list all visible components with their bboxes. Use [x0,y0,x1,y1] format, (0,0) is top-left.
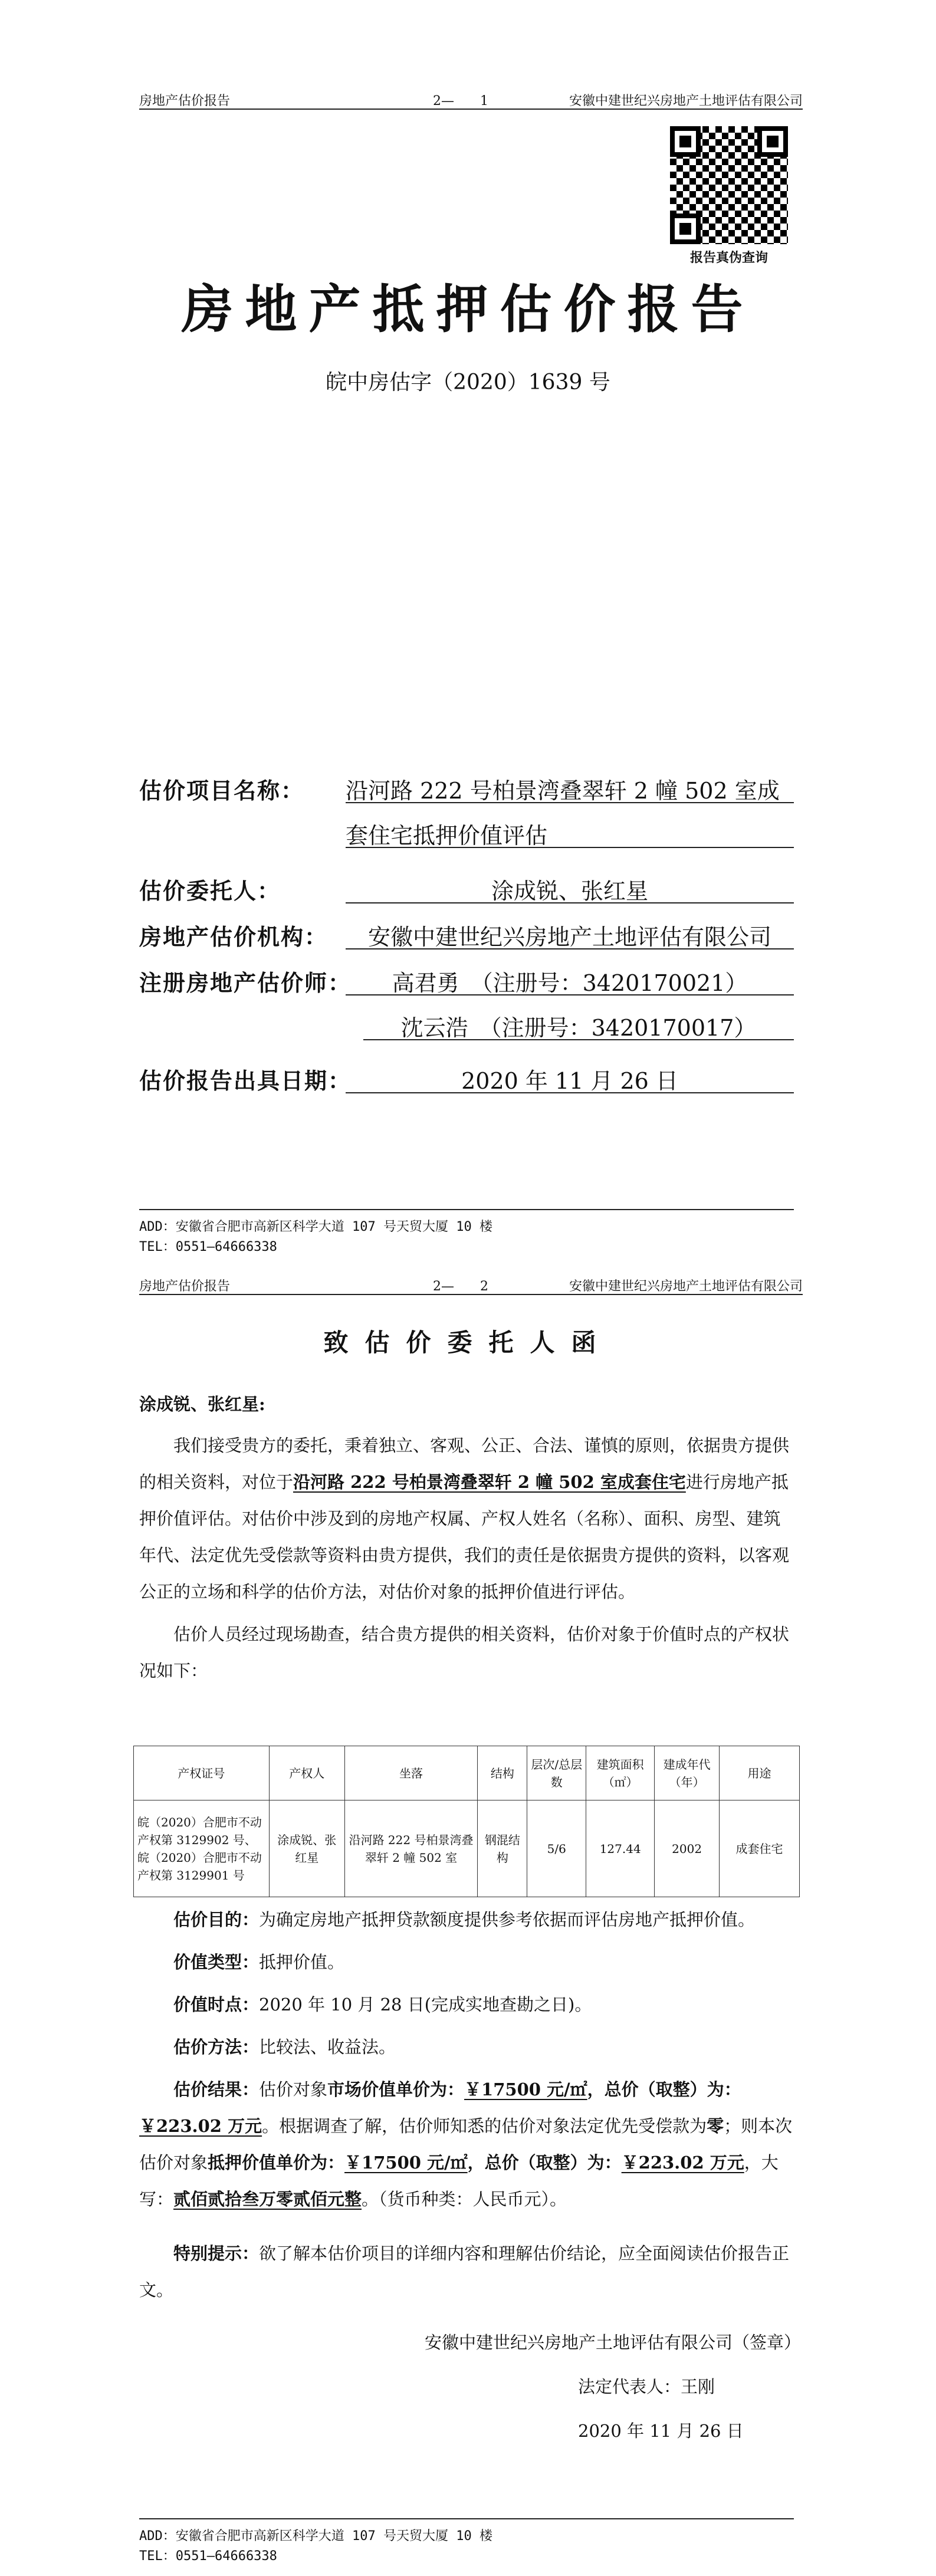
table-header-row [134,1746,800,1800]
col-header: 产权人 [269,1746,344,1800]
cell-structure: 钢混结构 [478,1800,527,1897]
item-text: 欲了解本估价项目的详细内容和理解估价结论，应全面阅读估价报告正文。 [139,2243,790,2300]
result-text: ；则本次估价对象 [139,2116,793,2173]
item-label: 估价目的： [173,1910,260,1930]
header-left: 房地产估价报告 [139,94,231,109]
priority-payment: 零 [707,2116,724,2136]
col-header: 产权证号 [134,1746,270,1800]
item-method [139,2029,794,2065]
item-label: 价值类型： [173,1952,260,1972]
header-right: 安徽中建世纪兴房地产土地评估有限公司 [569,1279,803,1294]
cell-cert-no: 皖（2020）合肥市不动产权第 3129902 号、皖（2020）合肥市不动产权第 3129901 号 [134,1800,270,1897]
qr-code-icon[interactable] [670,126,788,244]
header-page-number: 2— 1 [433,94,488,109]
header-left: 房地产估价报告 [139,1279,231,1294]
cell-area: 127.44 [586,1800,655,1897]
letter-page [0,1274,936,2576]
table-row [134,1800,800,1897]
para-text: 我们接受贵方的委托，秉着独立、客观、公正、合法、谨慎的原则，依据贵方提供的相关资料，对位于 [139,1435,790,1492]
legal-representative: 法定代表人：王刚 [578,2377,715,2397]
item-text: 为确定房地产抵押贷款额度提供参考依据而评估房地产抵押价值。 [259,1910,756,1930]
company-signature: 安徽中建世纪兴房地产土地评估有限公司（签章） [425,2332,802,2352]
footer-tel: TEL：0551—64666338 [139,1240,277,1254]
col-header: 层次/总层数 [527,1746,586,1800]
result-text: 抵押价值单价为： [208,2153,345,2173]
item-result [139,2071,794,2217]
info-value: 高君勇 （注册号：3420170021） [346,965,794,995]
item-value-date [139,1986,794,2023]
result-text: ，总价（取整）为： [587,2079,741,2099]
amount-in-words: 贰佰贰拾叁万零贰佰元整 [173,2189,362,2209]
property-table [133,1746,800,1897]
item-purpose [139,1901,794,1938]
salutation [139,1386,794,1422]
footer-address: ADD：安徽省合肥市高新区科学大道 107 号天贸大厦 10 楼 [139,1220,492,1234]
report-title: 房地产抵押估价报告 [181,278,755,340]
cover-page [0,0,936,1274]
item-label: 估价方法： [173,2037,260,2057]
cell-location: 沿河路 222 号柏景湾叠翠轩 2 幢 502 室 [344,1800,478,1897]
result-text: 市场价值单价为： [327,2079,465,2099]
cell-owner: 涂成锐、张红星 [269,1800,344,1897]
header-page-number: 2— 2 [433,1279,488,1294]
item-label: 价值时点： [173,1995,260,2015]
result-text: ，总价（取整）为： [467,2153,622,2173]
info-label: 估价项目名称： [139,777,305,804]
col-header: 建成年代（年） [655,1746,720,1800]
result-text: 。（货币种类：人民币元）。 [362,2189,567,2209]
result-text: 。根据调查了解，估价师知悉的估价对象法定优先受偿款为 [262,2116,707,2136]
mortgage-total-price: ￥223.02 万元 [621,2153,744,2173]
cell-floor: 5/6 [527,1800,586,1897]
mortgage-unit-price: ￥17500 元/㎡ [344,2153,468,2173]
result-text: 估价对象 [259,2079,328,2099]
info-label: 估价委托人： [139,878,281,904]
info-label: 房地产估价机构： [139,924,329,950]
paragraph-survey [139,1616,794,1689]
property-address: 沿河路 222 号柏景湾叠翠轩 2 幢 502 室成套住宅 [293,1472,686,1492]
item-notice [139,2235,794,2308]
footer-divider [139,1209,794,1210]
col-header: 结构 [478,1746,527,1800]
footer [139,1217,492,1257]
cell-year: 2002 [655,1800,720,1897]
item-label: 特别提示： [173,2243,260,2263]
info-value: 沿河路 222 号柏景湾叠翠轩 2 幢 502 室成 [346,773,794,803]
info-value: 2020 年 11 月 26 日 [346,1063,794,1093]
item-text: 2020 年 10 月 28 日(完成实地查勘之日)。 [259,1995,592,2015]
para-text: 估价人员经过现场勘查，结合贵方提供的相关资料，估价对象于价值时点的产权状况如下： [139,1624,790,1681]
running-header [139,88,803,110]
signature-date: 2020 年 11 月 26 日 [578,2421,744,2441]
info-value-cont: 套住宅抵押价值评估 [346,817,794,848]
col-header: 用途 [720,1746,800,1800]
paragraph-intro [139,1427,794,1610]
col-header: 建筑面积（㎡） [586,1746,655,1800]
footer [139,2526,492,2567]
result-text: ，大写： [139,2153,779,2209]
footer-divider [139,2518,794,2519]
item-text: 比较法、收益法。 [259,2037,396,2057]
cell-use: 成套住宅 [720,1800,800,1897]
salutation-text: 涂成锐、张红星: [139,1394,265,1414]
info-value-cont: 沈云浩 （注册号：3420170017） [363,1010,794,1040]
market-unit-price: ￥17500 元/㎡ [464,2079,587,2099]
info-label: 注册房地产估价师： [139,970,352,996]
item-text: 抵押价值。 [259,1952,345,1972]
info-value: 涂成锐、张红星 [346,873,794,903]
item-label: 估价结果： [173,2079,260,2099]
market-total-price: ￥223.02 万元 [139,2116,262,2136]
footer-address: ADD：安徽省合肥市高新区科学大道 107 号天贸大厦 10 楼 [139,2529,492,2544]
letter-title: 致估价委托人函 [323,1328,613,1357]
qr-caption: 报告真伪查询 [689,250,768,265]
para-text: 进行房地产抵押价值评估。对估价中涉及到的房地产权属、产权人姓名（名称）、面积、房型、建筑年代、法定优先受偿款等资料由贵方提供，我们的责任是依据贵方提供的资料，以客观公正的立场和科学的估价方法，对估价对象的抵押价值进行评估。 [139,1472,790,1602]
info-value: 安徽中建世纪兴房地产土地评估有限公司 [346,919,794,949]
item-value-type [139,1944,794,1980]
header-right: 安徽中建世纪兴房地产土地评估有限公司 [569,94,803,109]
running-header [139,1274,803,1295]
info-label: 估价报告出具日期： [139,1067,352,1094]
report-number: 皖中房估字（2020）1639 号 [326,370,610,395]
col-header: 坐落 [344,1746,478,1800]
footer-tel: TEL：0551—64666338 [139,2549,277,2564]
